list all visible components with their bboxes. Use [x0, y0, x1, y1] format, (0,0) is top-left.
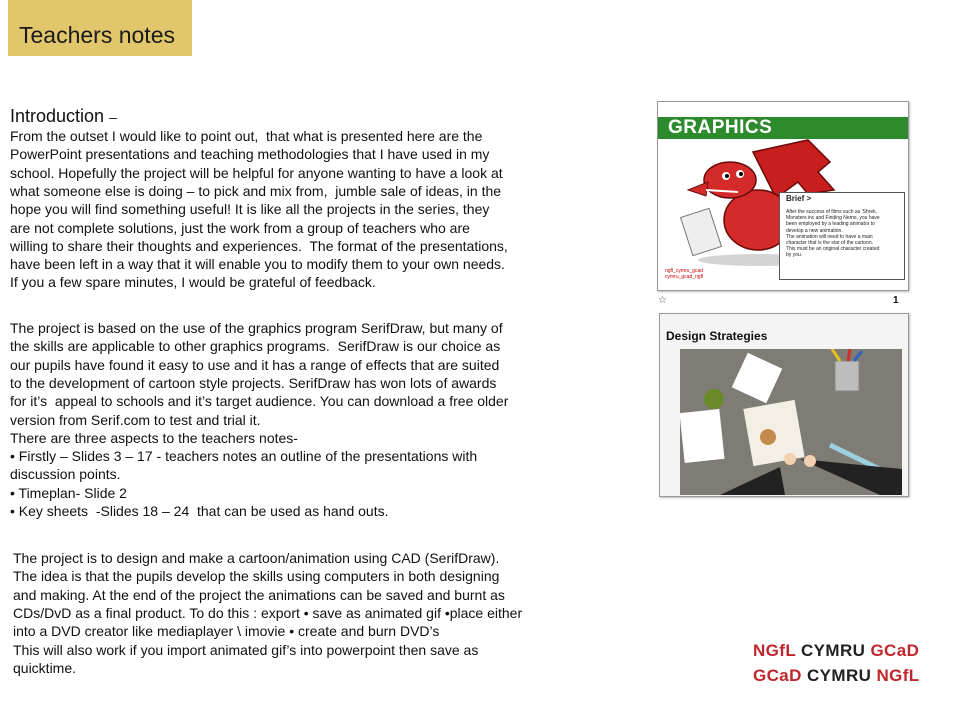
- text-line: have been left in a way that it will enable you to modify them to your own needs.: [10, 256, 505, 273]
- brief-line: character that is the star of the cartoon.: [786, 240, 873, 247]
- logo-ngfl-2: NGfL: [876, 666, 920, 685]
- title-banner: [8, 0, 192, 56]
- text-line: school. Hopefully the project will be helpful for anyone wanting to have a look at: [10, 164, 503, 181]
- brief-line: develop a new animation.: [786, 227, 843, 234]
- text-line: PowerPoint presentations and teaching methodologies that I have used in my: [10, 146, 490, 163]
- brief-line: Monsters inc and Finding Nemo, you have: [786, 215, 880, 222]
- text-line: CDs/DvD as a final product. To do this : export • save as animated gif •place either: [13, 604, 523, 621]
- text-line: to the development of cartoon style projects. SerifDraw has won lots of awards: [10, 374, 497, 391]
- text-line: The project is based on the use of the graphics program SerifDraw, but many of: [10, 320, 503, 336]
- brief-box: [779, 192, 905, 280]
- ngfl-logo-line-1: [753, 641, 919, 661]
- intro-heading-dash: –: [109, 109, 117, 125]
- brief-line: After the success of films such as 'Shrek,: [786, 209, 877, 215]
- text-line: our pupils have found it easy to use and it has a range of effects that are suited: [10, 356, 500, 373]
- brief-title: Brief >: [786, 194, 812, 203]
- text-line: The project is to design and make a cartoon/animation using CAD (SerifDraw).: [13, 550, 500, 566]
- text-line: into a DVD creator like mediaplayer \ imovie • create and burn DVD’s: [13, 623, 440, 640]
- graphics-caption: [665, 268, 703, 280]
- text-line: for it’s appeal to schools and it’s target audience. You can download a free older: [10, 393, 509, 410]
- brief-line: The animation will need to have a main: [786, 233, 873, 240]
- text-line: version from Serif.com to test and trial it.: [10, 411, 261, 428]
- graphics-slide-thumbnail: [657, 101, 909, 291]
- brief-line: been employed by a leading animator to: [786, 221, 875, 228]
- text-line: are not complete solutions, just the work from a group of teachers who are: [10, 219, 470, 236]
- text-line: The idea is that the pupils develop the skills using computers in both designing: [13, 568, 500, 585]
- caption-line-2: cymru_gcad_ngfl: [665, 274, 704, 280]
- text-line: discussion points.: [10, 466, 121, 483]
- ngfl-logo-line-2: [753, 666, 920, 686]
- text-line: • Timeplan- Slide 2: [10, 484, 127, 501]
- text-line: This will also work if you import animated gif’s into powerpoint then save as: [13, 641, 479, 658]
- logo-cymru-2: CYMRU: [806, 666, 872, 685]
- brief-text: [786, 209, 898, 259]
- logo-cymru: CYMRU: [800, 641, 866, 660]
- slide-number: 1: [893, 295, 899, 306]
- text-line: the skills are applicable to other graphics programs. SerifDraw is our choice as: [10, 338, 501, 355]
- brief-line: This must be an original character created: [786, 246, 880, 253]
- text-line: If you a few spare minutes, I would be grateful of feedback.: [10, 274, 376, 291]
- logo-ngfl: NGfL: [753, 641, 796, 660]
- text-line: • Firstly – Slides 3 – 17 - teachers notes an outline of the presentations with: [10, 448, 478, 465]
- text-line: • Key sheets -Slides 18 – 24 that can be used as hand outs.: [10, 503, 389, 519]
- desk-illustration: [680, 349, 902, 495]
- graphics-banner-text: GRAPHICS: [668, 117, 773, 138]
- text-line: hope you will find something useful! It is like all the projects in the series, they: [10, 201, 490, 218]
- desk-drawing: [680, 349, 902, 495]
- caption-line-1: ngfl_cymru_gcad: [665, 268, 704, 274]
- text-line: From the outset I would like to point out, that what is presented here are the: [10, 128, 483, 144]
- design-strategies-thumbnail: [659, 313, 909, 497]
- intro-heading-text: Introduction: [10, 106, 105, 126]
- brief-line: by you.: [786, 252, 803, 259]
- design-strategies-title: Design Strategies: [666, 329, 768, 343]
- text-line: There are three aspects to the teachers notes-: [10, 429, 298, 446]
- text-line: what someone else is doing – to pick and mix from, jumble sale of ideas, in the: [10, 182, 502, 199]
- intro-heading: [10, 105, 117, 128]
- star-outline-icon: ☆: [658, 295, 667, 306]
- text-line: and making. At the end of the project the animations can be saved and burnt as: [13, 586, 505, 603]
- logo-gcad: GCaD: [870, 641, 920, 660]
- text-line: quicktime.: [13, 659, 77, 676]
- text-line: willing to share their thoughts and experiences. The format of the presentations,: [10, 237, 508, 254]
- page-title: Teachers notes: [19, 22, 175, 48]
- logo-gcad-2: GCaD: [753, 666, 802, 685]
